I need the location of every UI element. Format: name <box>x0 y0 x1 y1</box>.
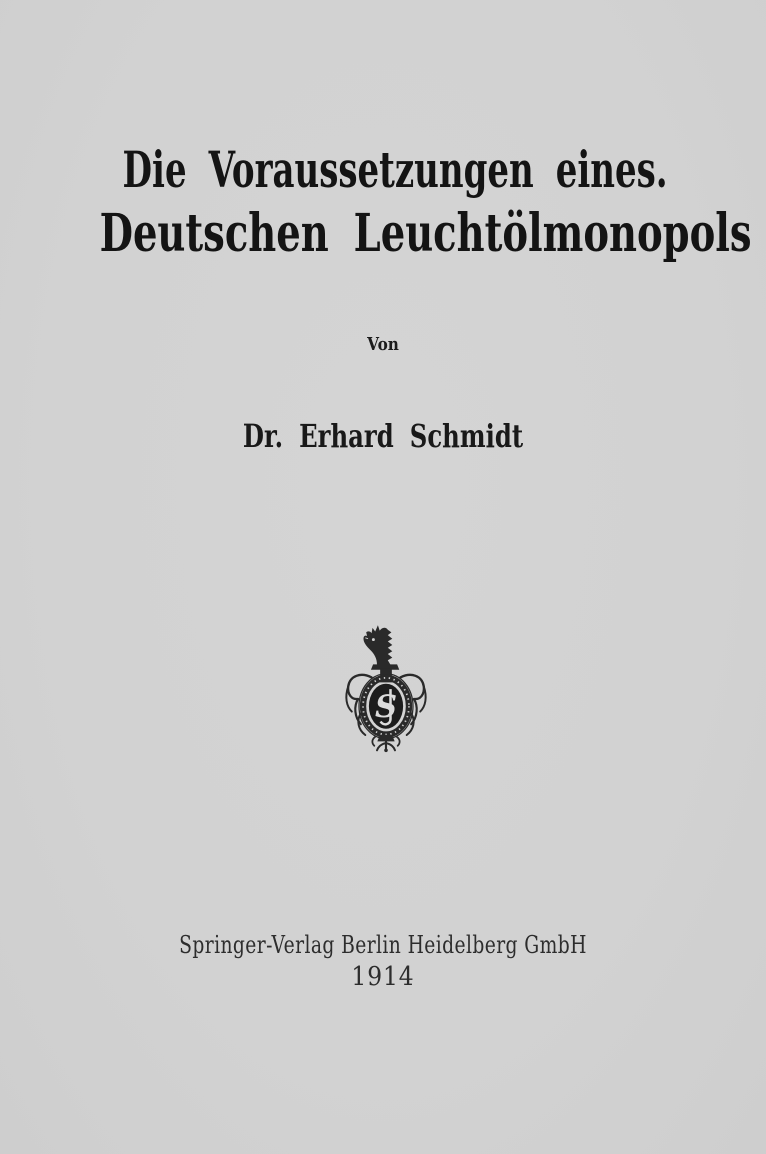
author-name: Dr. Erhard Schmidt <box>242 417 524 455</box>
sv-monogram <box>375 689 397 725</box>
svg-text:S: S <box>374 689 398 725</box>
publication-year: 1914 <box>351 962 415 992</box>
knight-icon <box>364 625 393 665</box>
springer-knight-emblem-icon <box>341 618 431 753</box>
book-title-line2: Deutschen Leuchtölmonopols <box>99 203 752 264</box>
bottom-ornament <box>372 736 399 752</box>
publisher-logo <box>341 618 431 753</box>
book-title-line1: Die Voraussetzungen eines. <box>122 140 668 199</box>
byline-von: Von <box>367 334 399 355</box>
publisher-imprint: Springer-Verlag Berlin Heidelberg GmbH <box>179 931 587 959</box>
monogram-medallion <box>359 674 413 739</box>
